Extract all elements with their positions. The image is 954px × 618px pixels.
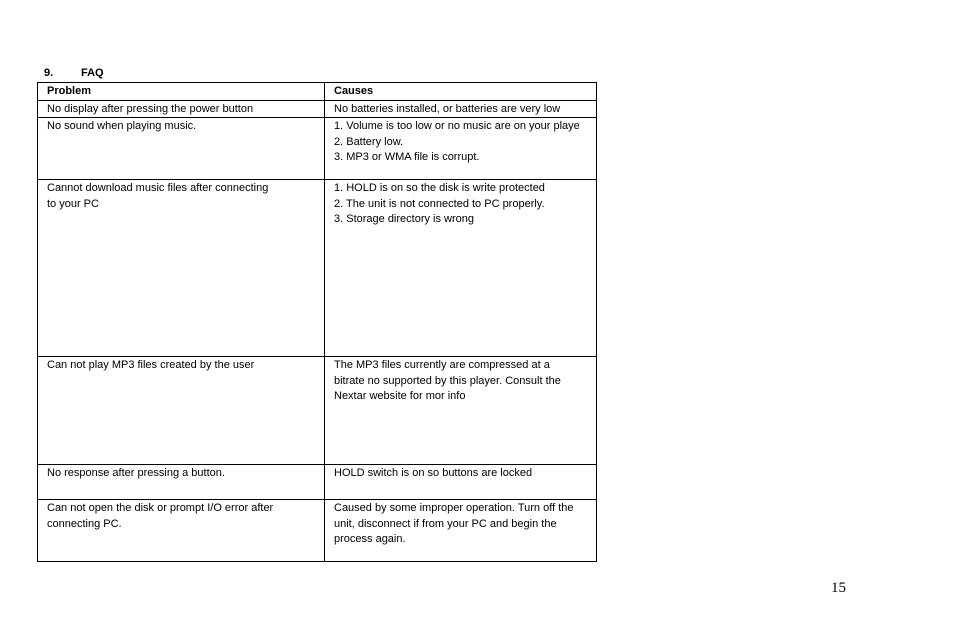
problem-cell bbox=[38, 180, 325, 357]
table-row bbox=[38, 357, 597, 465]
section-title: FAQ bbox=[81, 67, 104, 79]
problem-cell bbox=[38, 500, 325, 562]
causes-line: 3. Storage directory is wrong bbox=[334, 213, 475, 225]
table-row bbox=[38, 465, 597, 500]
table-row bbox=[38, 100, 597, 118]
causes-line: The MP3 files currently are compressed at a bbox=[334, 359, 550, 371]
table-row bbox=[38, 118, 597, 180]
causes-line: 1. Volume is too low or no music are on your playe bbox=[334, 120, 580, 132]
problem-line: connecting PC. bbox=[47, 517, 122, 530]
problem-line: Can not play MP3 files created by the user bbox=[47, 359, 255, 371]
header-problem: Problem bbox=[38, 83, 325, 101]
causes-cell bbox=[325, 180, 597, 357]
section-heading bbox=[44, 67, 104, 79]
problem-line: No sound when playing music. bbox=[47, 120, 197, 132]
causes-cell bbox=[325, 465, 597, 500]
section-number: 9. bbox=[44, 67, 54, 79]
header-causes: Causes bbox=[325, 83, 597, 101]
problem-line: Cannot download music files after connecting bbox=[47, 182, 269, 194]
causes-line: 3. MP3 or WMA file is corrupt. bbox=[334, 151, 480, 163]
causes-line: process again. bbox=[334, 533, 406, 545]
causes-cell bbox=[325, 500, 597, 562]
faq-table bbox=[37, 82, 597, 562]
causes-line: Caused by some improper operation. Turn off the bbox=[334, 502, 574, 514]
problem-line: No response after pressing a button. bbox=[47, 467, 225, 479]
problem-cell bbox=[38, 100, 325, 118]
problem-line: No display after pressing the power button bbox=[47, 102, 254, 115]
causes-line: Nextar website for mor info bbox=[334, 390, 466, 402]
causes-line: 1. HOLD is on so the disk is write protected bbox=[334, 182, 545, 194]
problem-cell bbox=[38, 357, 325, 465]
causes-line: 2. Battery low. bbox=[334, 135, 404, 148]
problem-line: Can not open the disk or prompt I/O error after bbox=[47, 502, 274, 514]
causes-line: HOLD switch is on so buttons are locked bbox=[334, 467, 533, 479]
problem-cell bbox=[38, 118, 325, 180]
table-header-row bbox=[38, 83, 597, 101]
causes-cell bbox=[325, 100, 597, 118]
causes-line: 2. The unit is not connected to PC properly. bbox=[334, 197, 545, 210]
problem-cell bbox=[38, 465, 325, 500]
table-row bbox=[38, 500, 597, 562]
causes-cell bbox=[325, 118, 597, 180]
causes-line: No batteries installed, or batteries are very low bbox=[334, 102, 561, 115]
causes-line: bitrate no supported by this player. Consult the bbox=[334, 374, 561, 387]
table-row bbox=[38, 180, 597, 357]
causes-cell bbox=[325, 357, 597, 465]
page-number: 15 bbox=[831, 580, 846, 596]
problem-line: to your PC bbox=[47, 197, 99, 210]
causes-line: unit, disconnect if from your PC and begin the bbox=[334, 517, 557, 530]
